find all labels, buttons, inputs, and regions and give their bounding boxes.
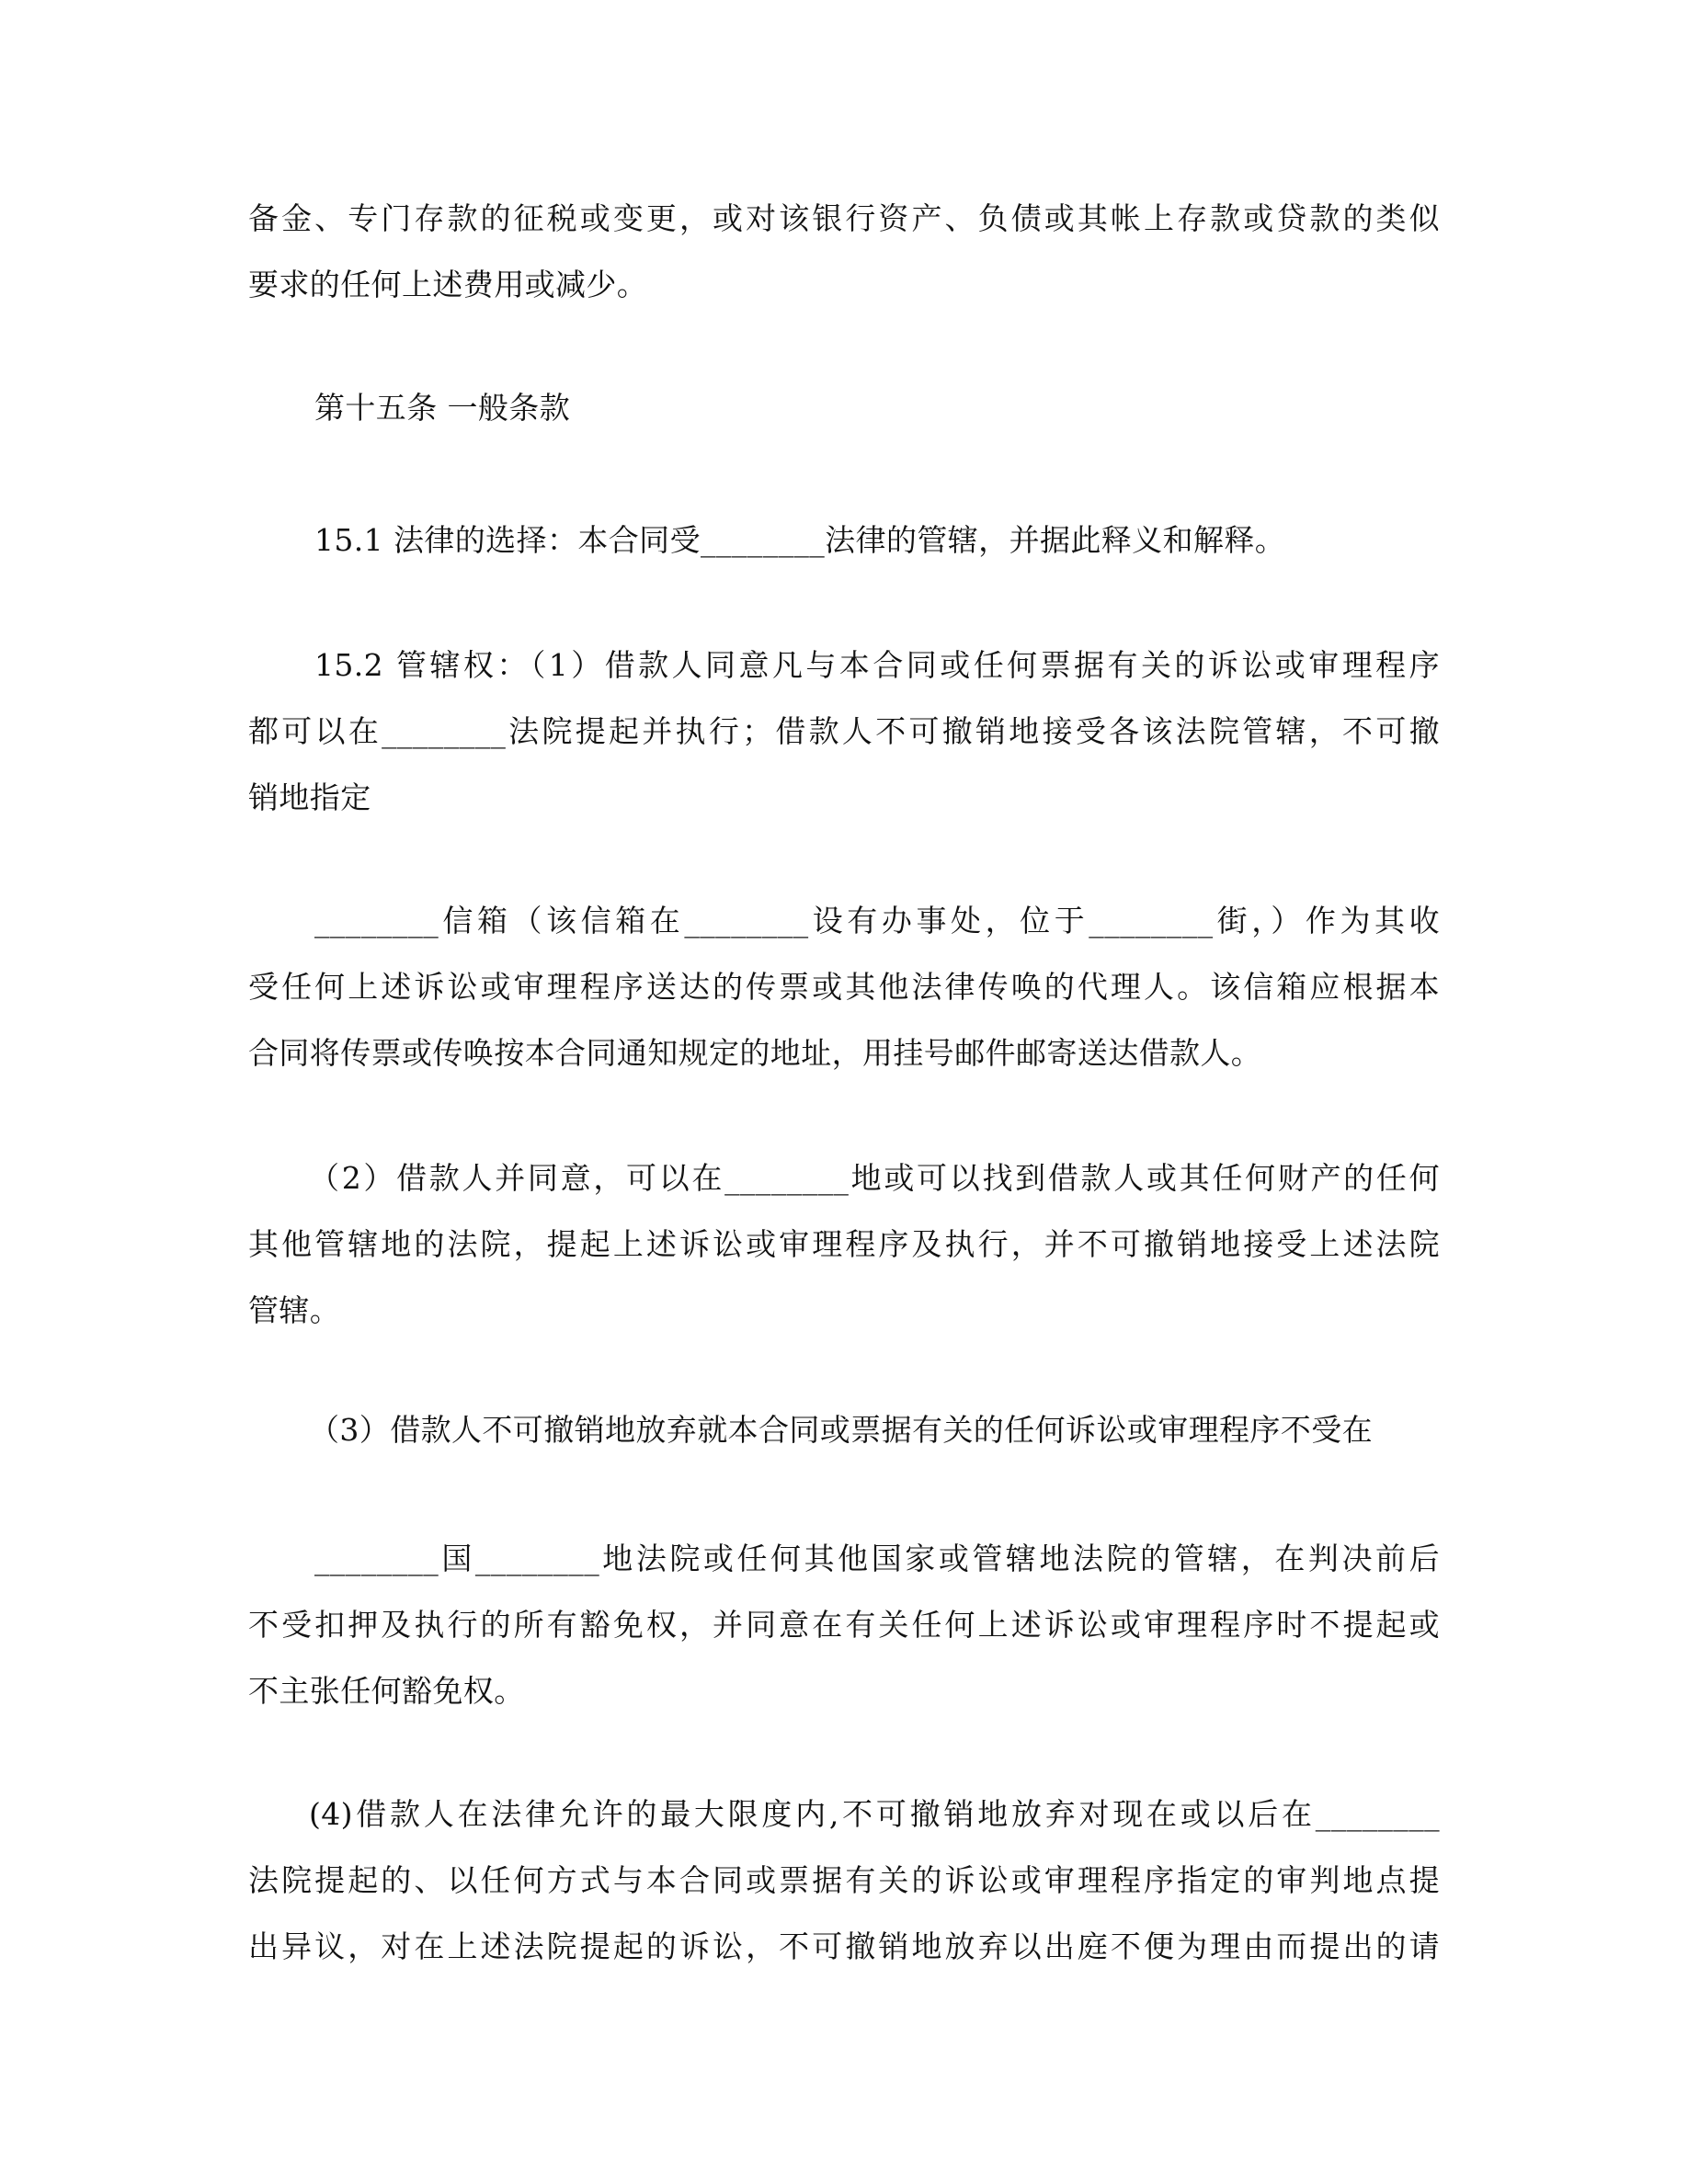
text-line: 要求的任何上述费用或减少。 (248, 267, 648, 302)
clause-15-1 (248, 507, 1440, 574)
text-line: （2）借款人并同意，可以在________地或可以找到借款人或其任何财产的任何 (309, 1160, 1440, 1196)
text-line: 15.2 管辖权：（1）借款人同意凡与本合同或任何票据有关的诉讼或审理程序 (314, 647, 1440, 683)
section-heading-article-15 (248, 375, 1440, 441)
clause-15-2-item-3 (248, 1397, 1440, 1463)
text-line: 销地指定 (248, 779, 371, 815)
text-line: 15.1 法律的选择：本合同受________法律的管辖，并据此释义和解释。 (314, 522, 1286, 558)
text-line: 合同将传票或传唤按本合同通知规定的地址，用挂号邮件邮寄送达借款人。 (248, 1035, 1262, 1071)
text-line: 都可以在________法院提起并执行；借款人不可撤销地接受各该法院管辖，不可撤 (248, 713, 1440, 749)
clause-15-2-item-4 (248, 1781, 1440, 1980)
text-line: 不受扣押及执行的所有豁免权，并同意在有关任何上述诉讼或审理程序时不提起或 (248, 1607, 1440, 1643)
text-line: 出异议，对在上述法院提起的诉讼，不可撤销地放弃以出庭不便为理由而提出的请 (248, 1928, 1440, 1964)
text-line: 备金、专门存款的征税或变更，或对该银行资产、负债或其帐上存款或贷款的类似 (248, 200, 1440, 236)
clause-15-2-item-2 (248, 1145, 1440, 1344)
text-line: ________信箱（该信箱在________设有办事处，位于________街，）作为其收 (314, 903, 1440, 938)
text-line: 受任何上述诉讼或审理程序送达的传票或其他法律传唤的代理人。该信箱应根据本 (248, 969, 1440, 1005)
clause-15-2-continued (248, 888, 1440, 1086)
paragraph-reserve-tax (248, 186, 1440, 318)
text-line: 法院提起的、以任何方式与本合同或票据有关的诉讼或审理程序指定的审判地点提 (248, 1862, 1440, 1898)
text-line: (4)借款人在法律允许的最大限度内,不可撤销地放弃对现在或以后在________ (309, 1796, 1440, 1832)
text-line: （3）借款人不可撤销地放弃就本合同或票据有关的任何诉讼或审理程序不受在 (309, 1412, 1373, 1448)
text-line: 其他管辖地的法院，提起上述诉讼或审理程序及执行，并不可撤销地接受上述法院 (248, 1226, 1440, 1262)
clause-15-2-item-3-continued (248, 1526, 1440, 1724)
text-line: 不主张任何豁免权。 (248, 1673, 525, 1709)
text-line: ________国________地法院或任何其他国家或管辖地法院的管辖，在判决前后 (314, 1541, 1440, 1576)
text-line: 管辖。 (248, 1292, 341, 1328)
clause-15-2 (248, 632, 1440, 831)
section-heading: 第十五条 一般条款 (314, 390, 571, 426)
